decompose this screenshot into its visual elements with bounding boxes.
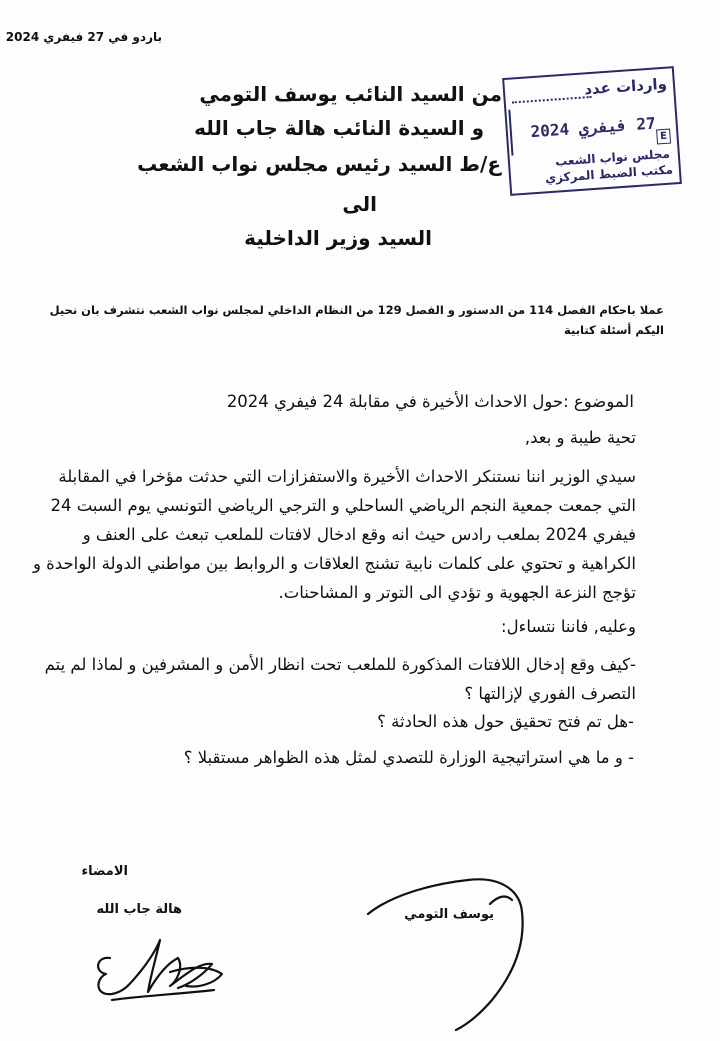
via-line: ع/ط السيد رئيس مجلس نواب الشعب xyxy=(137,152,501,176)
sender-line: من السيد النائب يوسف التومي xyxy=(199,82,502,106)
stamp-date: 27 فيفري 2024 xyxy=(530,113,657,142)
signature-hala-underline xyxy=(112,990,214,1000)
greeting: تحية طيبة و بعد, xyxy=(524,428,636,447)
question-1: -كيف وقع إدخال اللافتات المذكورة للملعب تحت انظار الأمن و المشرفين و لماذا لم يتم التصرف الفوري لإزالتها ؟ xyxy=(44,655,636,703)
question-2: -هل تم فتح تحقيق حول هذه الحادثة ؟ xyxy=(377,712,634,731)
signer-1-name: هالة جاب الله xyxy=(96,902,182,917)
question-3: - و ما هي استراتيجية الوزارة للتصدي لمثل هذه الظواهر مستقبلا ؟ xyxy=(183,748,634,767)
subject-line: الموضوع :حول الاحداث الأخيرة في مقابلة 24 فيفري 2024 xyxy=(226,392,634,411)
signature-label: الامضاء xyxy=(81,864,128,879)
signature-youssef-tail xyxy=(490,897,512,904)
to-line: الى xyxy=(342,192,377,216)
stamp-body-line2: مكتب الضبط المركزي xyxy=(544,162,674,186)
body-paragraph: سيدي الوزير اننا نستنكر الاحداث الأخيرة والاستفزازات التي حدثت مؤخرا في المقابلة التي جمعت جمعية النجم الرياضي الساحلي و الترجي الرياضي التونسي يوم السبت 24 فيفري 2024 بملعب رادس حيث انه وقع ادخال لافتات للملعب تبعث على العنف و الكراهية و تحتوي على كلمات نابية تشنج العلاقات و الروابط بين مواطني الدولة الواحدة و تؤجج النزعة الجهوية و تؤدي الى التوتر و المشاحنات. xyxy=(32,467,636,602)
signer-2-name: يوسف التومي xyxy=(404,907,494,922)
signature-youssef-stroke xyxy=(368,879,523,1030)
date-line: باردو في 27 فيفري 2024 xyxy=(5,30,162,44)
recipient-line: السيد وزير الداخلية xyxy=(244,226,432,250)
co-sender-line: و السيدة النائب هالة جاب الله xyxy=(194,116,484,140)
stamp-code-box: E xyxy=(656,129,671,145)
preamble: عملا باحكام الفصل 114 من الدستور و الفصل 129 من النظام الداخلي لمجلس نواب الشعب نتشرف بان نحيل اليكم أسئلة كتابية xyxy=(49,303,664,337)
stamp-title: واردات عدد xyxy=(583,74,668,99)
stamp-body-line1: مجلس نواب الشعب xyxy=(554,146,671,169)
therefore-line: وعليه, فاننا نتساءل: xyxy=(501,617,636,636)
